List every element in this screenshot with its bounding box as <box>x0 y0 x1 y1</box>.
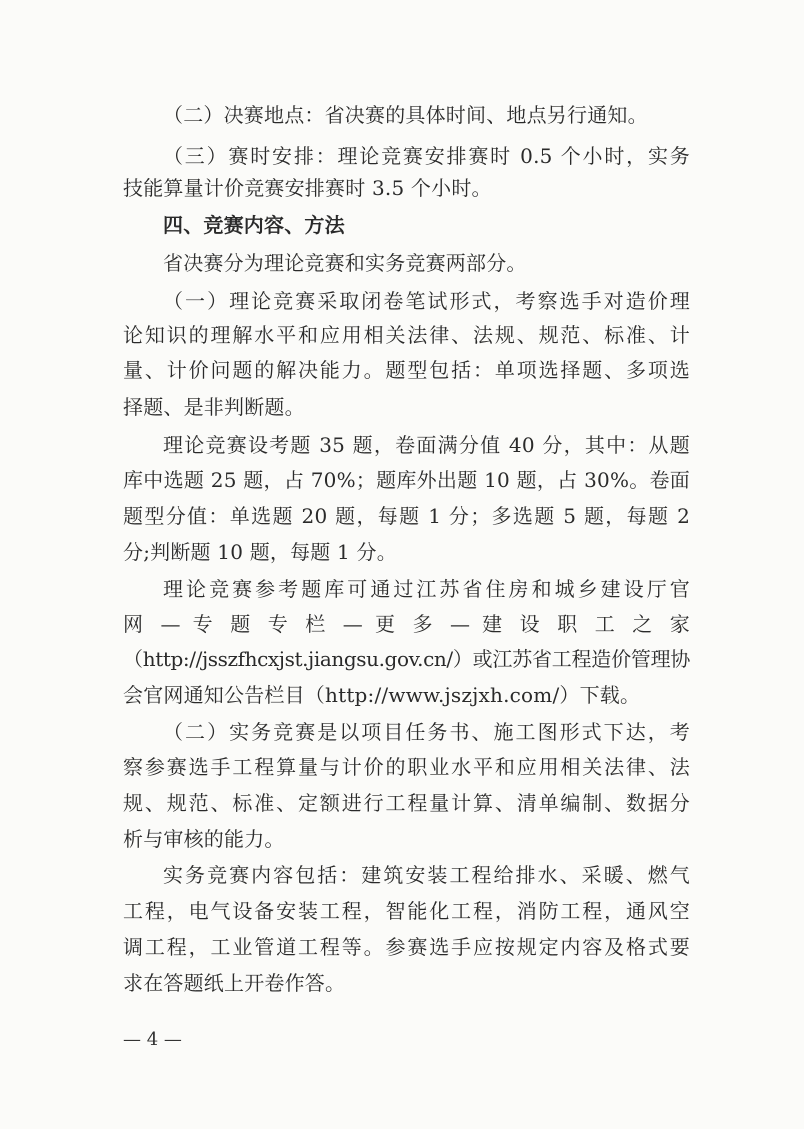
paragraph-line: 论知识的理解水平和应用相关法律、法规、规范、标准、计 <box>123 323 690 347</box>
paragraph-line: 实务竞赛内容包括：建筑安装工程给排水、采暖、燃气 <box>163 863 690 887</box>
paragraph-line: 分;判断题 10 题，每题 1 分。 <box>123 540 397 564</box>
section-heading: 四、竞赛内容、方法 <box>163 213 345 237</box>
paragraph-line: 会官网通知公告栏目（http://www.jszjxh.com/）下载。 <box>123 683 641 707</box>
paragraph-line: 察参赛选手工程算量与计价的职业水平和应用相关法律、法 <box>123 755 690 779</box>
paragraph-line: 规、规范、标准、定额进行工程量计算、清单编制、数据分 <box>123 791 690 815</box>
paragraph-line: 网 — 专 题 专 栏 — 更 多 — 建 设 职 工 之 家 <box>123 612 690 636</box>
paragraph-line: 理论竞赛参考题库可通过江苏省住房和城乡建设厅官 <box>163 577 690 601</box>
paragraph-line: （二）决赛地点：省决赛的具体时间、地点另行通知。 <box>163 103 648 127</box>
paragraph-line: （一）理论竞赛采取闭卷笔试形式，考察选手对造价理 <box>163 289 690 313</box>
paragraph-line: 调工程，工业管道工程等。参赛选手应按规定内容及格式要 <box>123 935 690 959</box>
paragraph-line: 析与审核的能力。 <box>123 827 285 851</box>
paragraph-line: 工程，电气设备安装工程，智能化工程，消防工程，通风空 <box>123 899 690 923</box>
paragraph-line: 题型分值：单选题 20 题，每题 1 分；多选题 5 题，每题 2 <box>123 504 690 528</box>
page-number: — 4 — <box>123 1029 182 1050</box>
paragraph-line: 择题、是非判断题。 <box>123 395 305 419</box>
paragraph-line: 理论竞赛设考题 35 题，卷面满分值 40 分，其中：从题 <box>163 433 690 457</box>
paragraph-line: 量、计价问题的解决能力。题型包括：单项选择题、多项选 <box>123 358 690 382</box>
paragraph-line: 省决赛分为理论竞赛和实务竞赛两部分。 <box>163 251 527 275</box>
paragraph-line: 技能算量计价竞赛安排赛时 3.5 个小时。 <box>123 176 492 200</box>
paragraph-line: （三）赛时安排：理论竞赛安排赛时 0.5 个小时，实务 <box>163 144 690 168</box>
paragraph-line: （http://jsszfhcxjst.jiangsu.gov.cn/）或江苏省工程造价管理协 <box>123 647 690 671</box>
paragraph-line: 库中选题 25 题，占 70%；题库外出题 10 题，占 30%。卷面 <box>123 468 690 492</box>
paragraph-line: （二）实务竞赛是以项目任务书、施工图形式下达，考 <box>163 720 690 744</box>
paragraph-line: 求在答题纸上开卷作答。 <box>123 971 346 995</box>
